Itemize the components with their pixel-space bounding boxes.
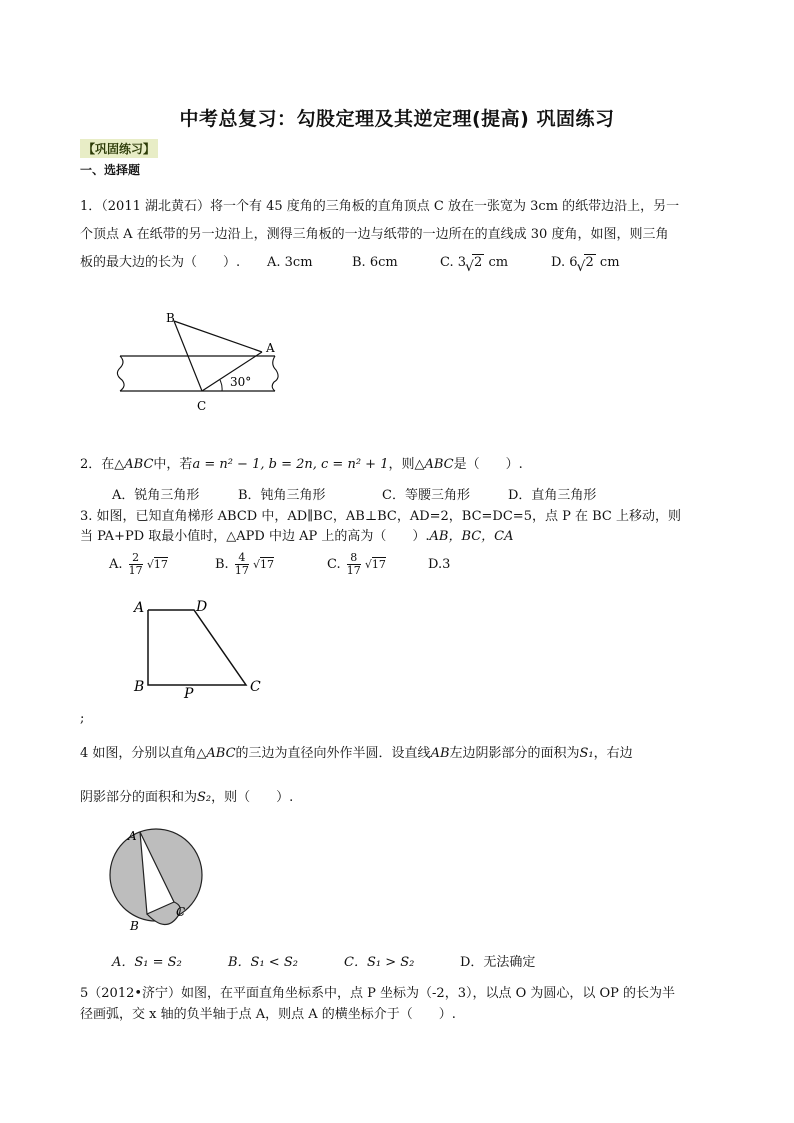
q4-label-c: C [176,905,186,919]
q1-option-b[interactable]: B. 6cm [352,255,398,270]
q3-line-1: 3. 如图，已知直角梯形 ABCD 中，AD∥BC，AB⊥BC，AD=2，BC=DC=5，点 P 在 BC 上移动，则 [80,509,681,524]
stray-semicolon: ; [80,711,85,726]
q1-figure [110,306,290,418]
q2-options [0,484,794,504]
q4-option-a[interactable]: A．S₁ = S₂ [112,955,182,970]
q5-line-2: 径画弧，交 x 轴的负半轴于点 A，则点 A 的横坐标介于（ ）. [80,1007,456,1022]
q2-condition: a = n² − 1, b = 2n, c = n² + 1 [192,457,389,472]
q3-option-c[interactable]: C. $\frac{8}{17}$ √17 [327,551,386,577]
q1-angle-label: 30° [230,375,252,389]
practice-badge: 【巩固练习】 [80,139,158,158]
q3-figure [128,594,278,706]
q2-option-a[interactable]: A．锐角三角形 [112,488,200,503]
q3-label-d: D [196,599,208,615]
q1-option-d[interactable]: D. 6 √ 2 cm [551,255,620,275]
q1-line-2: 个顶点 A 在纸带的另一边沿上，测得三角板的一边与纸带的一边所在的直线成 30 度角，如图，则三角 [80,227,669,242]
q4-label-b: B [130,919,139,933]
q4-option-b[interactable]: B．S₁ < S₂ [228,955,298,970]
page-title: 中考总复习：勾股定理及其逆定理(提高) 巩固练习 [179,108,615,130]
question-2: 2．在△ABC中，若a = n² − 1, b = 2n, c = n² + 1，则△ABC是（ ）. [80,457,523,472]
q3-options [0,548,794,584]
q1-line-1: 1．（2011 湖北黄石）将一个有 45 度角的三角板的直角顶点 C 放在一张宽为 3cm 的纸带边沿上，另一 [80,199,680,214]
q2-option-d[interactable]: D．直角三角形 [508,488,597,503]
q3-option-d[interactable]: D.3 [428,557,451,572]
q3-label-b: B [134,679,145,695]
q2-option-c[interactable]: C．等腰三角形 [382,488,470,503]
q3-label-c: C [250,679,261,695]
section-heading: 一、选择题 [80,163,141,177]
q3-label-p: P [184,686,194,702]
q2-option-b[interactable]: B．钝角三角形 [238,488,326,503]
q3-line-2: 当 PA+PD 取最小值时，△APD 中边 AP 上的高为（ ）.AB，BC，CA [80,529,514,544]
q4-line-1: 4 如图，分别以直角△ABC的三边为直径向外作半圆．设直线AB左边阴影部分的面积为S₁，右边 [80,746,633,761]
q4-option-c[interactable]: C．S₁ > S₂ [344,955,415,970]
q1-option-d-root: √ 2 [576,255,594,275]
q3-option-a[interactable]: A. $\frac{2}{17}$ √17 [109,551,168,577]
q1-line-3 [80,249,722,277]
q3-label-a: A [134,600,145,616]
q3-option-b[interactable]: B. $\frac{4}{17}$ √17 [215,551,274,577]
q4-figure [100,818,220,936]
q1-label-a: A [266,341,275,355]
q4-label-a: A [128,829,137,843]
q1-option-a[interactable]: A. 3cm [267,255,313,270]
question-1 [80,193,722,277]
q4-line-2: 阴影部分的面积和为S₂，则（ ）. [80,790,294,805]
q5-line-1: 5（2012•济宁）如图，在平面直角坐标系中，点 P 坐标为（-2，3），以点 O 为圆心，以 OP 的长为半 [80,986,676,1001]
q1-label-c: C [197,399,207,413]
q1-stem-end: 板的最大边的长为（ ）. [80,255,241,270]
q1-option-c[interactable]: C. 3 √ 2 cm [440,255,509,275]
q1-option-c-root: √ 2 [465,255,483,275]
q4-option-d[interactable]: D．无法确定 [460,955,536,970]
q1-label-b: B [166,311,175,325]
q4-options [0,951,794,971]
